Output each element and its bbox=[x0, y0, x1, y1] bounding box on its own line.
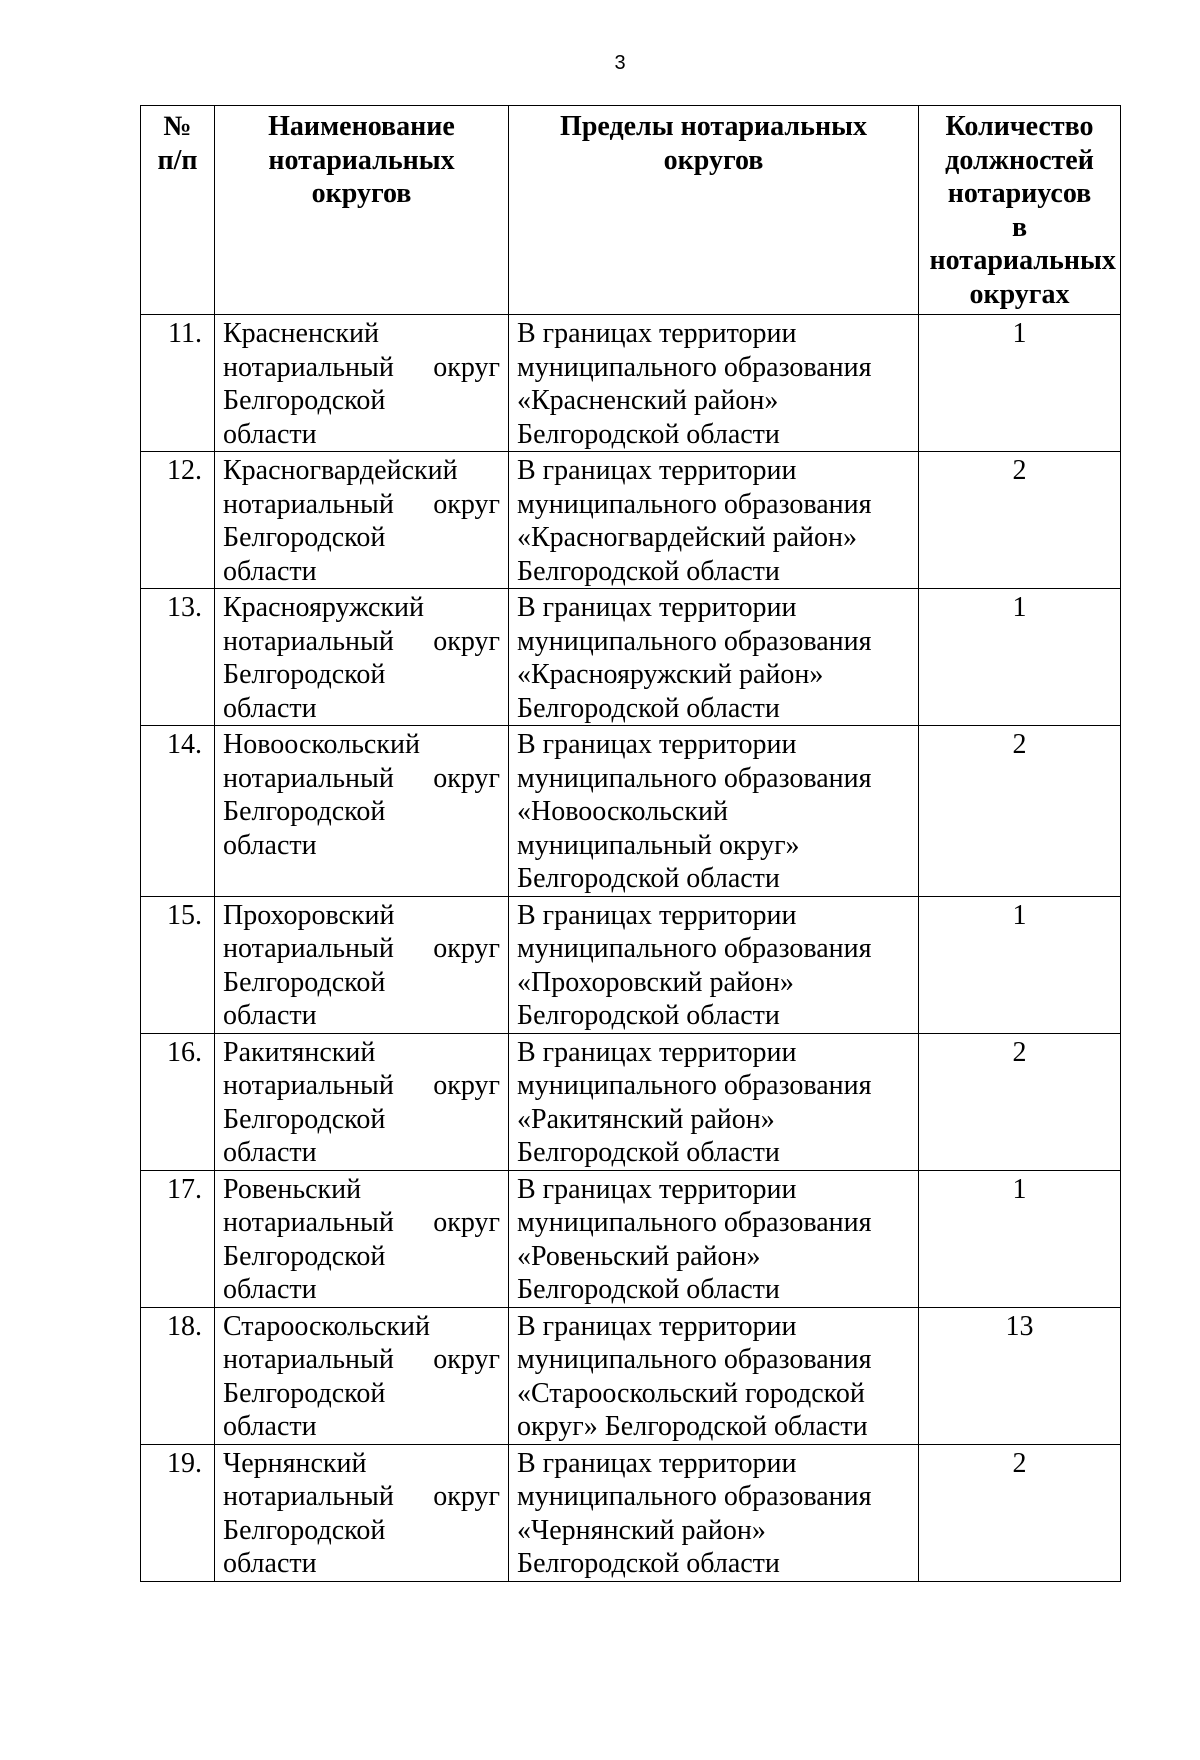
bounds-line: Белгородской области bbox=[517, 555, 780, 587]
district-bounds bbox=[509, 589, 919, 726]
bounds-line: В границах территории bbox=[517, 1036, 797, 1068]
table-body bbox=[141, 315, 1121, 1582]
notary-count: 1 bbox=[919, 1170, 1121, 1307]
table-row bbox=[141, 726, 1121, 897]
bounds-line: В границах территории bbox=[517, 1447, 797, 1479]
bounds-line: «Новооскольский bbox=[517, 796, 728, 827]
bounds-line: муниципального образования bbox=[517, 625, 872, 657]
row-number: 11. bbox=[141, 315, 215, 452]
notary-count: 13 bbox=[919, 1307, 1121, 1444]
header-bounds: Пределы нотариальных округов bbox=[509, 106, 919, 315]
row-number: 19. bbox=[141, 1444, 215, 1581]
bounds-line: муниципального образования bbox=[517, 933, 872, 964]
district-name: Ровеньский нотариальный округ Белгородской области bbox=[215, 1170, 509, 1307]
district-name: Красненский нотариальный округ Белгородской области bbox=[215, 315, 509, 452]
district-name: Чернянский нотариальный округ Белгородской области bbox=[215, 1444, 509, 1581]
bounds-line: муниципального образования bbox=[517, 1344, 872, 1375]
notary-count: 1 bbox=[919, 589, 1121, 726]
bounds-line: «Ракитянский район» bbox=[517, 1103, 775, 1135]
district-name: Красногвардейский нотариальный округ Белгородской области bbox=[215, 452, 509, 589]
bounds-line: В границах территории bbox=[517, 592, 797, 623]
table-row bbox=[141, 1444, 1121, 1581]
bounds-line: муниципального образования bbox=[517, 1481, 872, 1512]
bounds-line: В границах территории bbox=[517, 729, 797, 760]
district-bounds bbox=[509, 726, 919, 897]
district-name: Краснояружский нотариальный округ Белгородской области bbox=[215, 589, 509, 726]
bounds-line: муниципального образования bbox=[517, 762, 872, 794]
bounds-line: Белгородской области bbox=[517, 1137, 780, 1168]
row-number: 15. bbox=[141, 896, 215, 1033]
district-bounds bbox=[509, 1444, 919, 1581]
table-row bbox=[141, 1170, 1121, 1307]
row-number: 12. bbox=[141, 452, 215, 589]
bounds-line: Белгородской области bbox=[517, 418, 780, 450]
row-number: 18. bbox=[141, 1307, 215, 1444]
row-number: 13. bbox=[141, 589, 215, 726]
bounds-line: «Старооскольский городской bbox=[517, 1377, 865, 1409]
bounds-line: «Красненский район» bbox=[517, 385, 779, 416]
bounds-line: муниципального образования bbox=[517, 488, 872, 520]
bounds-line: муниципального образования bbox=[517, 1070, 872, 1101]
bounds-line: В границах территории bbox=[517, 899, 797, 931]
district-bounds bbox=[509, 1033, 919, 1170]
notary-count: 2 bbox=[919, 726, 1121, 897]
table-row bbox=[141, 589, 1121, 726]
bounds-line: муниципального образования bbox=[517, 1207, 872, 1238]
bounds-line: муниципальный округ» bbox=[517, 829, 800, 861]
district-bounds bbox=[509, 315, 919, 452]
notary-count: 2 bbox=[919, 1033, 1121, 1170]
bounds-line: «Чернянский район» bbox=[517, 1514, 766, 1546]
district-name: Прохоровский нотариальный округ Белгородской области bbox=[215, 896, 509, 1033]
notary-count: 2 bbox=[919, 1444, 1121, 1581]
table-row bbox=[141, 896, 1121, 1033]
table-row bbox=[141, 1033, 1121, 1170]
row-number: 14. bbox=[141, 726, 215, 897]
bounds-line: «Прохоровский район» bbox=[517, 966, 794, 998]
district-bounds bbox=[509, 896, 919, 1033]
row-number: 17. bbox=[141, 1170, 215, 1307]
header-number: № п/п bbox=[141, 106, 215, 315]
header-count: Количество должностей нотариусов в нотариальных округах bbox=[919, 106, 1121, 315]
district-name: Новооскольский нотариальный округ Белгородской области bbox=[215, 726, 509, 897]
bounds-line: Белгородской области bbox=[517, 863, 780, 894]
district-bounds bbox=[509, 452, 919, 589]
notary-count: 1 bbox=[919, 896, 1121, 1033]
row-number: 16. bbox=[141, 1033, 215, 1170]
district-bounds bbox=[509, 1170, 919, 1307]
bounds-line: «Красногвардейский район» bbox=[517, 522, 857, 553]
table-header-row bbox=[141, 106, 1121, 315]
bounds-line: Белгородской области bbox=[517, 1274, 780, 1305]
bounds-line: В границах территории bbox=[517, 455, 797, 486]
notary-count: 1 bbox=[919, 315, 1121, 452]
bounds-line: Белгородской области bbox=[517, 692, 780, 724]
bounds-line: В границах территории bbox=[517, 1173, 797, 1205]
bounds-line: В границах территории bbox=[517, 318, 797, 349]
bounds-line: Белгородской области bbox=[517, 1548, 780, 1579]
page-number: 3 bbox=[614, 52, 626, 74]
header-name: Наименование нотариальных округов bbox=[215, 106, 509, 315]
notary-districts-table bbox=[140, 105, 1121, 1582]
table-row bbox=[141, 1307, 1121, 1444]
bounds-line: «Ровеньский район» bbox=[517, 1240, 761, 1272]
bounds-line: «Краснояружский район» bbox=[517, 659, 824, 690]
district-name: Ракитянский нотариальный округ Белгородской области bbox=[215, 1033, 509, 1170]
table-row bbox=[141, 315, 1121, 452]
district-name: Старооскольский нотариальный округ Белгородской области bbox=[215, 1307, 509, 1444]
bounds-line: муниципального образования bbox=[517, 351, 872, 383]
district-bounds bbox=[509, 1307, 919, 1444]
bounds-line: В границах территории bbox=[517, 1310, 797, 1342]
bounds-line: Белгородской области bbox=[517, 1000, 780, 1031]
table-row bbox=[141, 452, 1121, 589]
notary-count: 2 bbox=[919, 452, 1121, 589]
bounds-line: округ» Белгородской области bbox=[517, 1411, 868, 1442]
